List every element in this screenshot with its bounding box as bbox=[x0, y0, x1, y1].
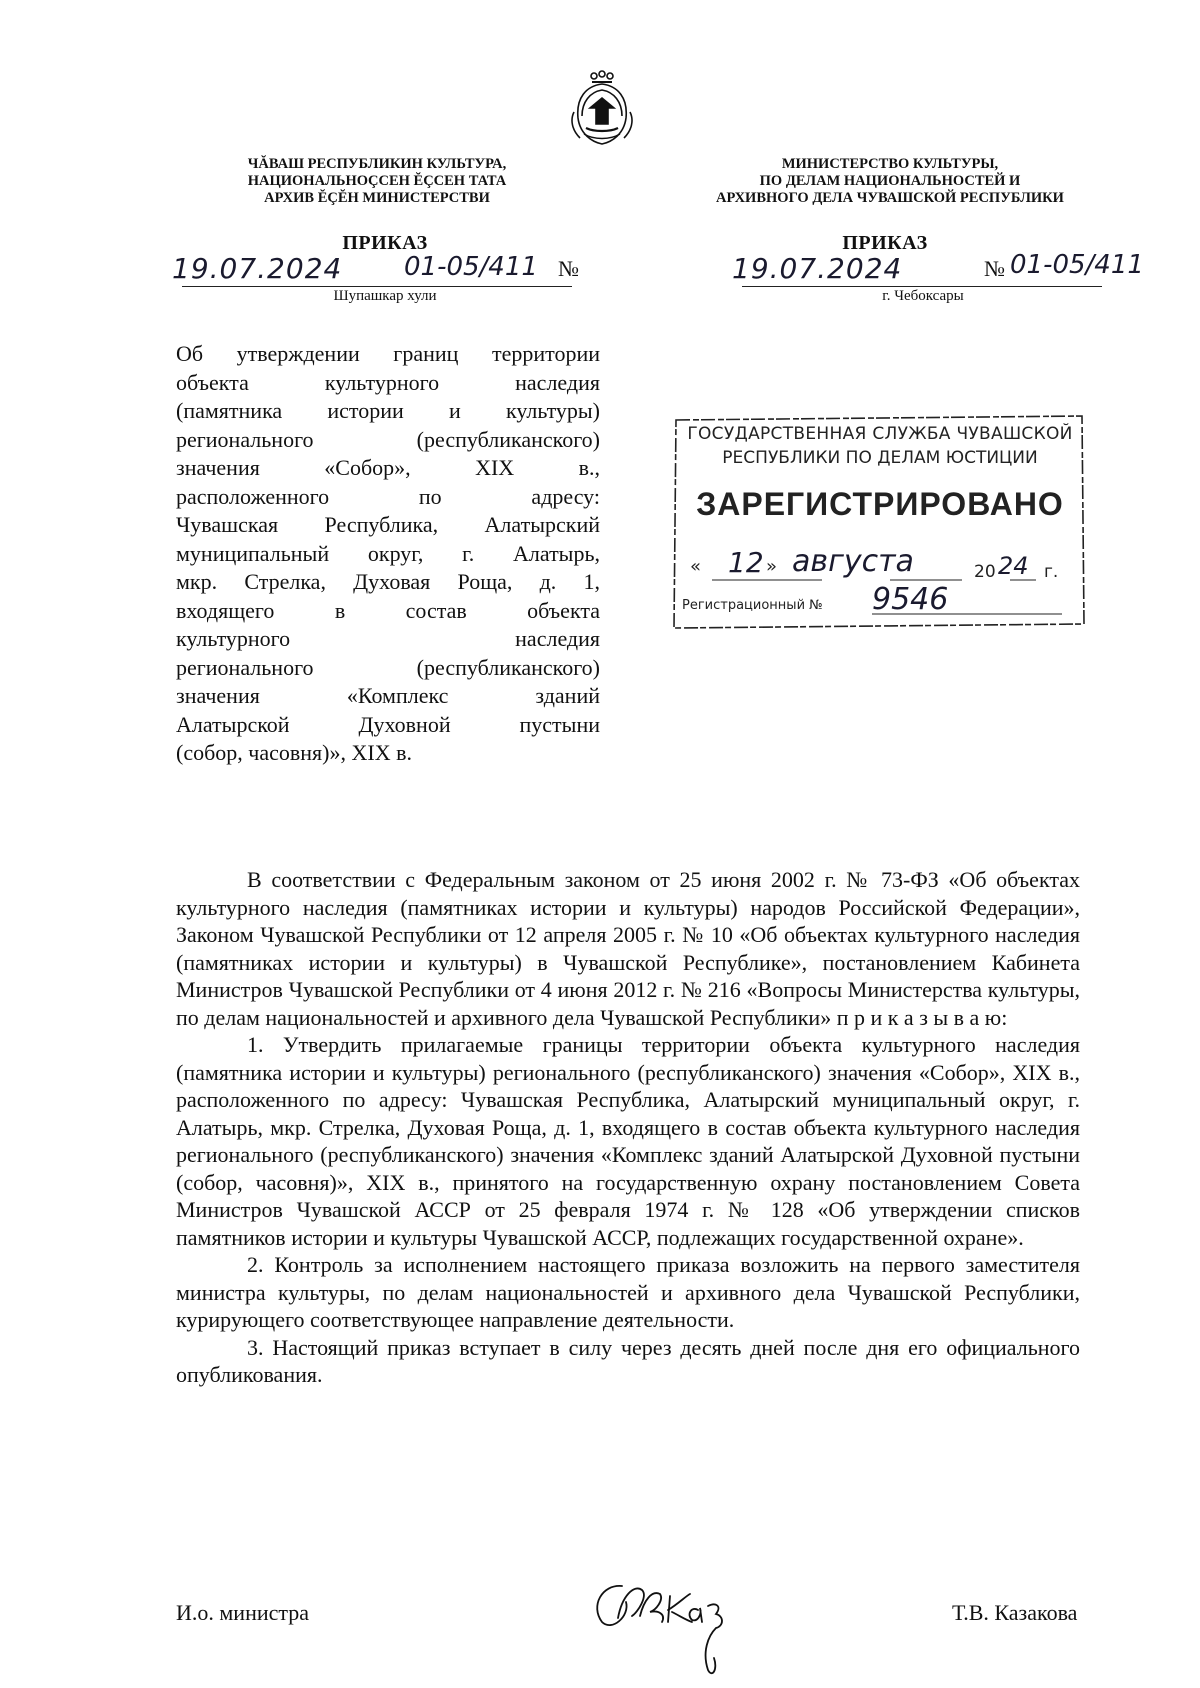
subject-line: регионального (республиканского) bbox=[176, 426, 600, 452]
subject-line: культурного наследия bbox=[176, 626, 600, 651]
header-right-line: АРХИВНОГО ДЕЛА ЧУВАШСКОЙ РЕСПУБЛИКИ bbox=[716, 190, 1064, 206]
order-title-right: ПРИКАЗ bbox=[842, 232, 928, 254]
stamp-year-suffix: г. bbox=[1044, 562, 1059, 582]
order-number-sign-left: № bbox=[558, 256, 579, 281]
order-number-left: 01-05/411 bbox=[404, 252, 538, 282]
subject-line: значения «Комплекс зданий bbox=[176, 683, 600, 708]
order-body bbox=[176, 866, 1080, 1389]
header-left-line: АРХИВ ĔÇĔН МИНИСТЕРСТВИ bbox=[264, 190, 490, 206]
order-title-left: ПРИКАЗ bbox=[342, 232, 428, 254]
subject-line: Алатырской Духовной пустыни bbox=[176, 711, 600, 737]
subject-line: значения «Собор», XIX в., bbox=[176, 455, 600, 480]
stamp-day: 12 bbox=[728, 546, 764, 579]
subject-line: мкр. Стрелка, Духовая Роща, д. 1, bbox=[176, 569, 600, 594]
subject-line: (памятника истории и культуры) bbox=[176, 398, 600, 423]
subject-line: объекта культурного наследия bbox=[176, 369, 600, 395]
header-right-line: МИНИСТЕРСТВО КУЛЬТУРЫ, bbox=[781, 156, 999, 172]
subject-line: Чувашская Республика, Алатырский bbox=[176, 512, 600, 537]
stamp-line-1: ГОСУДАРСТВЕННАЯ СЛУЖБА ЧУВАШСКОЙ bbox=[687, 424, 1073, 444]
order-date-left: 19.07.2024 bbox=[172, 252, 343, 285]
header-left-line: ЧĂВАШ РЕСПУБЛИКИН КУЛЬТУРА, bbox=[247, 156, 507, 172]
subject-line: Об утверждении границ территории bbox=[176, 341, 600, 366]
subject-line: расположенного по адресу: bbox=[176, 483, 600, 509]
body-paragraph: 2. Контроль за исполнением настоящего приказа возложить на первого заместителя министра культуры, по делам национальностей и архивного дела Чувашской Республики, курирующего соответствующее направление деятельности. bbox=[176, 1252, 1080, 1332]
ministry-name-russian bbox=[700, 156, 1080, 207]
order-date-right: 19.07.2024 bbox=[732, 252, 903, 285]
body-paragraph: В соответствии с Федеральным законом от 25 июня 2002 г. № 73-ФЗ «Об объектах культурного наследия (памятниках истории и культуры) народов Российской Федерации», Законом Чувашской Республики от 12 апреля 2005 г. № 10 «Об объектах культурного наследия (памятниках истории и культуры) в Чувашской Республике», постановлением Кабинета Министров Чувашской Республики от 4 июня 2012 г. № 216 «Вопросы Министерства культуры, по делам национальностей и архивного дела Чувашской Республики» п р и к а з ы в а ю: bbox=[176, 867, 1080, 1030]
order-underline-right bbox=[742, 286, 1102, 287]
order-subject bbox=[176, 340, 600, 768]
stamp-quote-open: « bbox=[690, 556, 702, 577]
body-paragraph: 3. Настоящий приказ вступает в силу через десять дней после дня его официального опубликования. bbox=[176, 1334, 1080, 1387]
chuvash-emblem-icon bbox=[568, 68, 636, 148]
stamp-line-2: РЕСПУБЛИКИ ПО ДЕЛАМ ЮСТИЦИИ bbox=[722, 448, 1038, 468]
order-underline-left bbox=[182, 286, 572, 287]
ministry-name-chuvash bbox=[212, 156, 542, 207]
handwritten-signature bbox=[582, 1566, 762, 1682]
signatory-name: Т.В. Казакова bbox=[952, 1600, 1078, 1625]
order-number-sign-right: № bbox=[984, 256, 1005, 281]
subject-line: входящего в состав объекта bbox=[176, 597, 600, 623]
signatory-position: И.о. министра bbox=[176, 1600, 310, 1625]
stamp-year-prefix: 20 bbox=[974, 562, 996, 582]
stamp-year: 24 bbox=[998, 552, 1029, 580]
body-paragraph: 1. Утвердить прилагаемые границы территории объекта культурного наследия (памятника истории и культуры) регионального (республиканского) значения «Собор», XIX в., расположенного по адресу: Чувашская Республика, Алатырский муниципальный округ, г. Алатырь, мкр. Стрелка, Духовая Роща, д. 1, входящего в состав объекта культурного наследия регионального (республиканского) значения «Комплекс зданий Алатырской Духовной пустыни (собор, часовня)», XIX в., принятого на государственную охрану постановлением Совета Министров Чувашской АССР от 25 февраля 1974 г. № 128 «Об утверждении списков памятников истории и культуры Чувашской АССР, подлежащих государственной охране». bbox=[176, 1032, 1080, 1250]
subject-line: муниципальный округ, г. Алатырь, bbox=[176, 540, 600, 566]
subject-line: регионального (республиканского) bbox=[176, 654, 600, 680]
stamp-reg-number: 9546 bbox=[872, 582, 949, 617]
stamp-status: ЗАРЕГИСТРИРОВАНО bbox=[696, 486, 1064, 522]
header-left-line: НАЦИОНАЛЬНОÇСЕН ĔÇСЕН ТАТА bbox=[247, 173, 507, 189]
subject-line: (собор, часовня)», XIX в. bbox=[176, 740, 412, 765]
header-right-line: ПО ДЕЛАМ НАЦИОНАЛЬНОСТЕЙ И bbox=[759, 173, 1021, 189]
stamp-quote-close: » bbox=[766, 556, 778, 577]
stamp-reg-label: Регистрационный № bbox=[682, 598, 823, 613]
registration-stamp bbox=[672, 414, 1086, 630]
order-place-right: г. Чебоксары bbox=[882, 288, 964, 304]
order-place-left: Шупашкар хули bbox=[333, 288, 437, 304]
order-number-right: 01-05/411 bbox=[1010, 250, 1144, 280]
stamp-month: августа bbox=[792, 544, 914, 579]
